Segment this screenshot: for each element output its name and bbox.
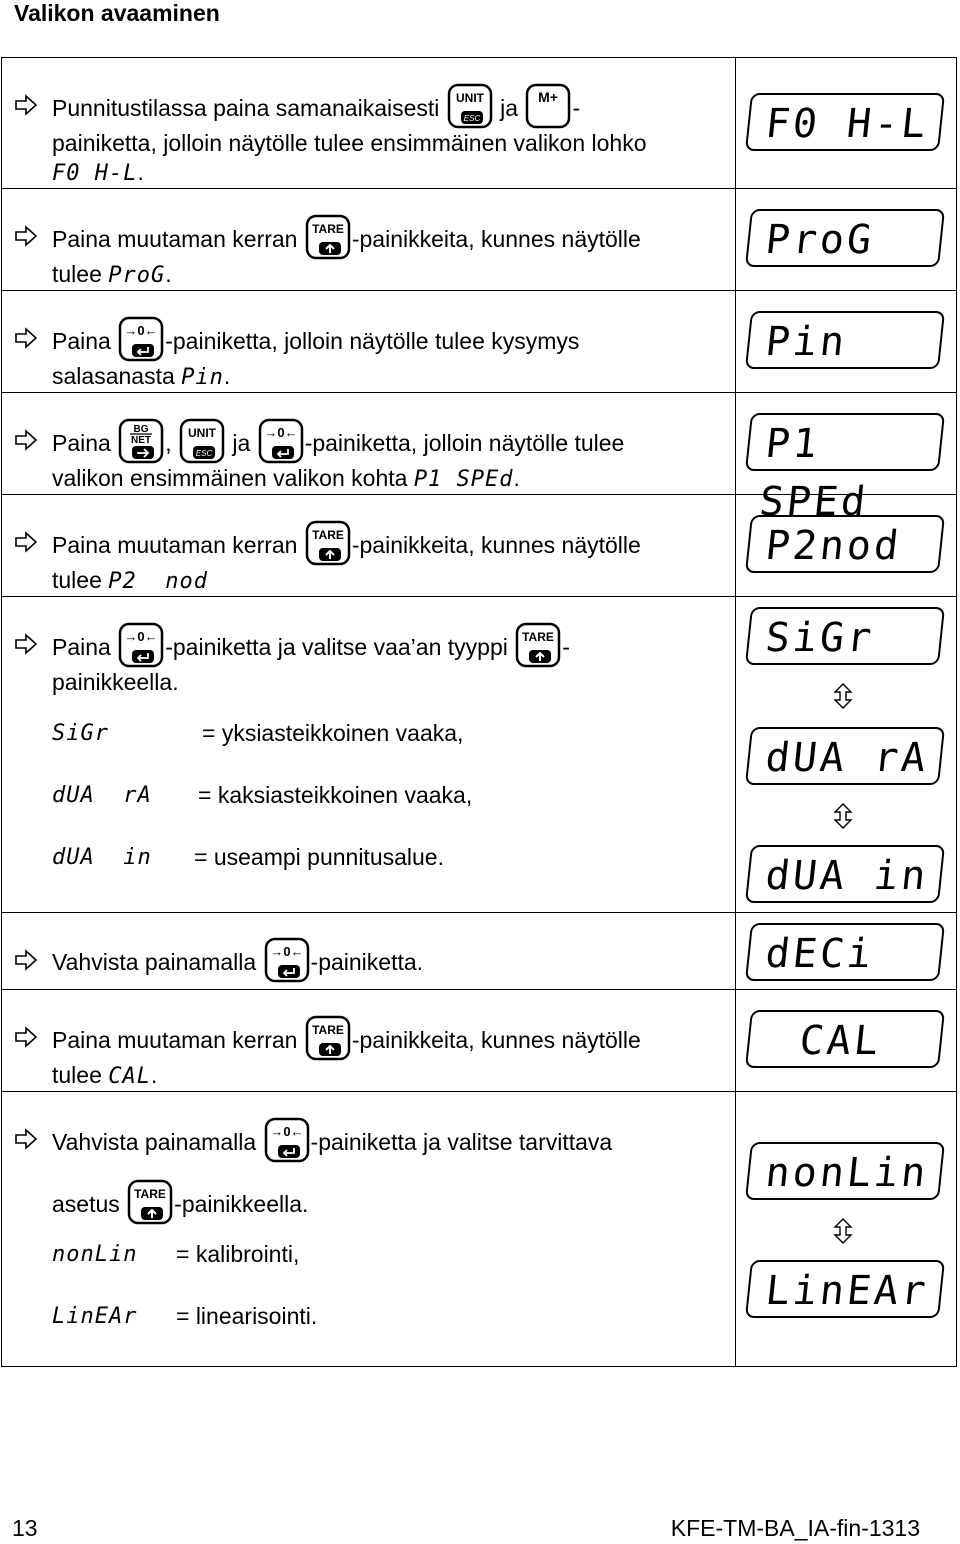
lcd-display: P2nod [745, 515, 945, 573]
right-arrow-icon [14, 428, 38, 452]
unit-esc-key-icon [179, 418, 225, 464]
step-row [2, 393, 957, 495]
segment-text: LinEAr [52, 1304, 138, 1329]
lcd-display: P1 SPEd [745, 413, 945, 471]
step-row [2, 291, 957, 393]
tare-key-icon [305, 1015, 351, 1061]
page-title: Valikon avaaminen [14, 0, 220, 26]
zero-enter-key-icon [258, 418, 304, 464]
segment-text: ProG [108, 263, 166, 288]
up-down-arrow-icon [833, 683, 853, 709]
up-down-arrow-icon [833, 803, 853, 829]
definition-text: = linearisointi. [176, 1303, 318, 1329]
step-text: Paina -painiketta ja valitse vaa’an tyyppi - painikkeella. [2, 597, 735, 697]
definition-text: = yksiasteikkoinen vaaka, [202, 720, 464, 746]
lcd-display: CAL [745, 1010, 945, 1068]
step-row [2, 1092, 957, 1367]
step-text: Paina muutaman kerran -painikkeita, kunnes näytölle tulee CAL. [2, 990, 735, 1091]
lcd-display: dUA rA [745, 727, 945, 785]
step-text: Punnitustilassa paina samanaikaisesti ja - painiketta, jolloin näytölle tulee ensimmäinen valikon lohko F0 H-L. [2, 58, 735, 188]
right-arrow-icon [14, 948, 38, 972]
definition-text: = kalibrointi, [176, 1241, 300, 1267]
bg-net-key-icon [118, 418, 164, 464]
right-arrow-icon [14, 326, 38, 350]
lcd-display: Pin [745, 311, 945, 369]
right-arrow-icon [14, 224, 38, 248]
step-text: Paina , ja -painiketta, jolloin näytölle tulee valikon ensimmäinen valikon kohta P1 SPEd. [2, 393, 735, 494]
zero-enter-key-icon [118, 622, 164, 668]
segment-text: nonLin [52, 1242, 138, 1267]
segment-text: F0 H-L [52, 161, 138, 186]
menu-steps-table [1, 57, 957, 1367]
definition-text: = kaksiasteikkoinen vaaka, [198, 782, 473, 808]
tare-key-icon [305, 214, 351, 260]
segment-text: dUA rA [52, 783, 152, 808]
right-arrow-icon [14, 1127, 38, 1151]
zero-enter-key-icon [118, 316, 164, 362]
segment-text: P1 SPEd [413, 467, 514, 492]
right-arrow-icon [14, 530, 38, 554]
tare-key-icon [127, 1179, 173, 1225]
right-arrow-icon [14, 632, 38, 656]
page-number: 13 [12, 1515, 38, 1541]
right-arrow-icon [14, 93, 38, 117]
step-row [2, 58, 957, 189]
segment-text: CAL [108, 1064, 152, 1089]
tare-key-icon [305, 520, 351, 566]
lcd-display: nonLin [745, 1142, 945, 1200]
step-row [2, 990, 957, 1092]
lcd-display: dECi [745, 923, 945, 981]
zero-enter-key-icon [264, 1117, 310, 1163]
m-plus-key-icon [525, 83, 571, 129]
step-text: Paina muutaman kerran -painikkeita, kunnes näytölle tulee ProG. [2, 189, 735, 290]
lcd-display: dUA in [745, 845, 945, 903]
segment-text: Pin [181, 365, 224, 390]
step-text: Paina -painiketta, jolloin näytölle tulee kysymys salasanasta Pin. [2, 291, 735, 392]
step-row [2, 189, 957, 291]
lcd-display: LinEAr [745, 1260, 945, 1318]
document-id: KFE-TM-BA_IA-fin-1313 [670, 1515, 920, 1541]
segment-text: P2 nod [108, 569, 208, 594]
step-text: Vahvista painamalla -painiketta. [2, 913, 735, 983]
up-down-arrow-icon [833, 1218, 853, 1244]
step-row [2, 597, 957, 913]
unit-esc-key-icon [447, 83, 493, 129]
lcd-display: ProG [745, 209, 945, 267]
step-text: Vahvista painamalla -painiketta ja valitse tarvittava asetus -painikkeella. [2, 1092, 735, 1225]
definition-text: = useampi punnitusalue. [194, 844, 444, 870]
step-row [2, 913, 957, 990]
tare-key-icon [515, 622, 561, 668]
zero-enter-key-icon [264, 937, 310, 983]
step-row [2, 495, 957, 597]
right-arrow-icon [14, 1025, 38, 1049]
segment-text: dUA in [52, 845, 152, 870]
segment-text: SiGr [52, 721, 109, 746]
step-text: Paina muutaman kerran -painikkeita, kunnes näytölle tulee P2 nod [2, 495, 735, 596]
lcd-display: SiGr [745, 607, 945, 665]
lcd-display: F0 H-L [745, 93, 945, 151]
